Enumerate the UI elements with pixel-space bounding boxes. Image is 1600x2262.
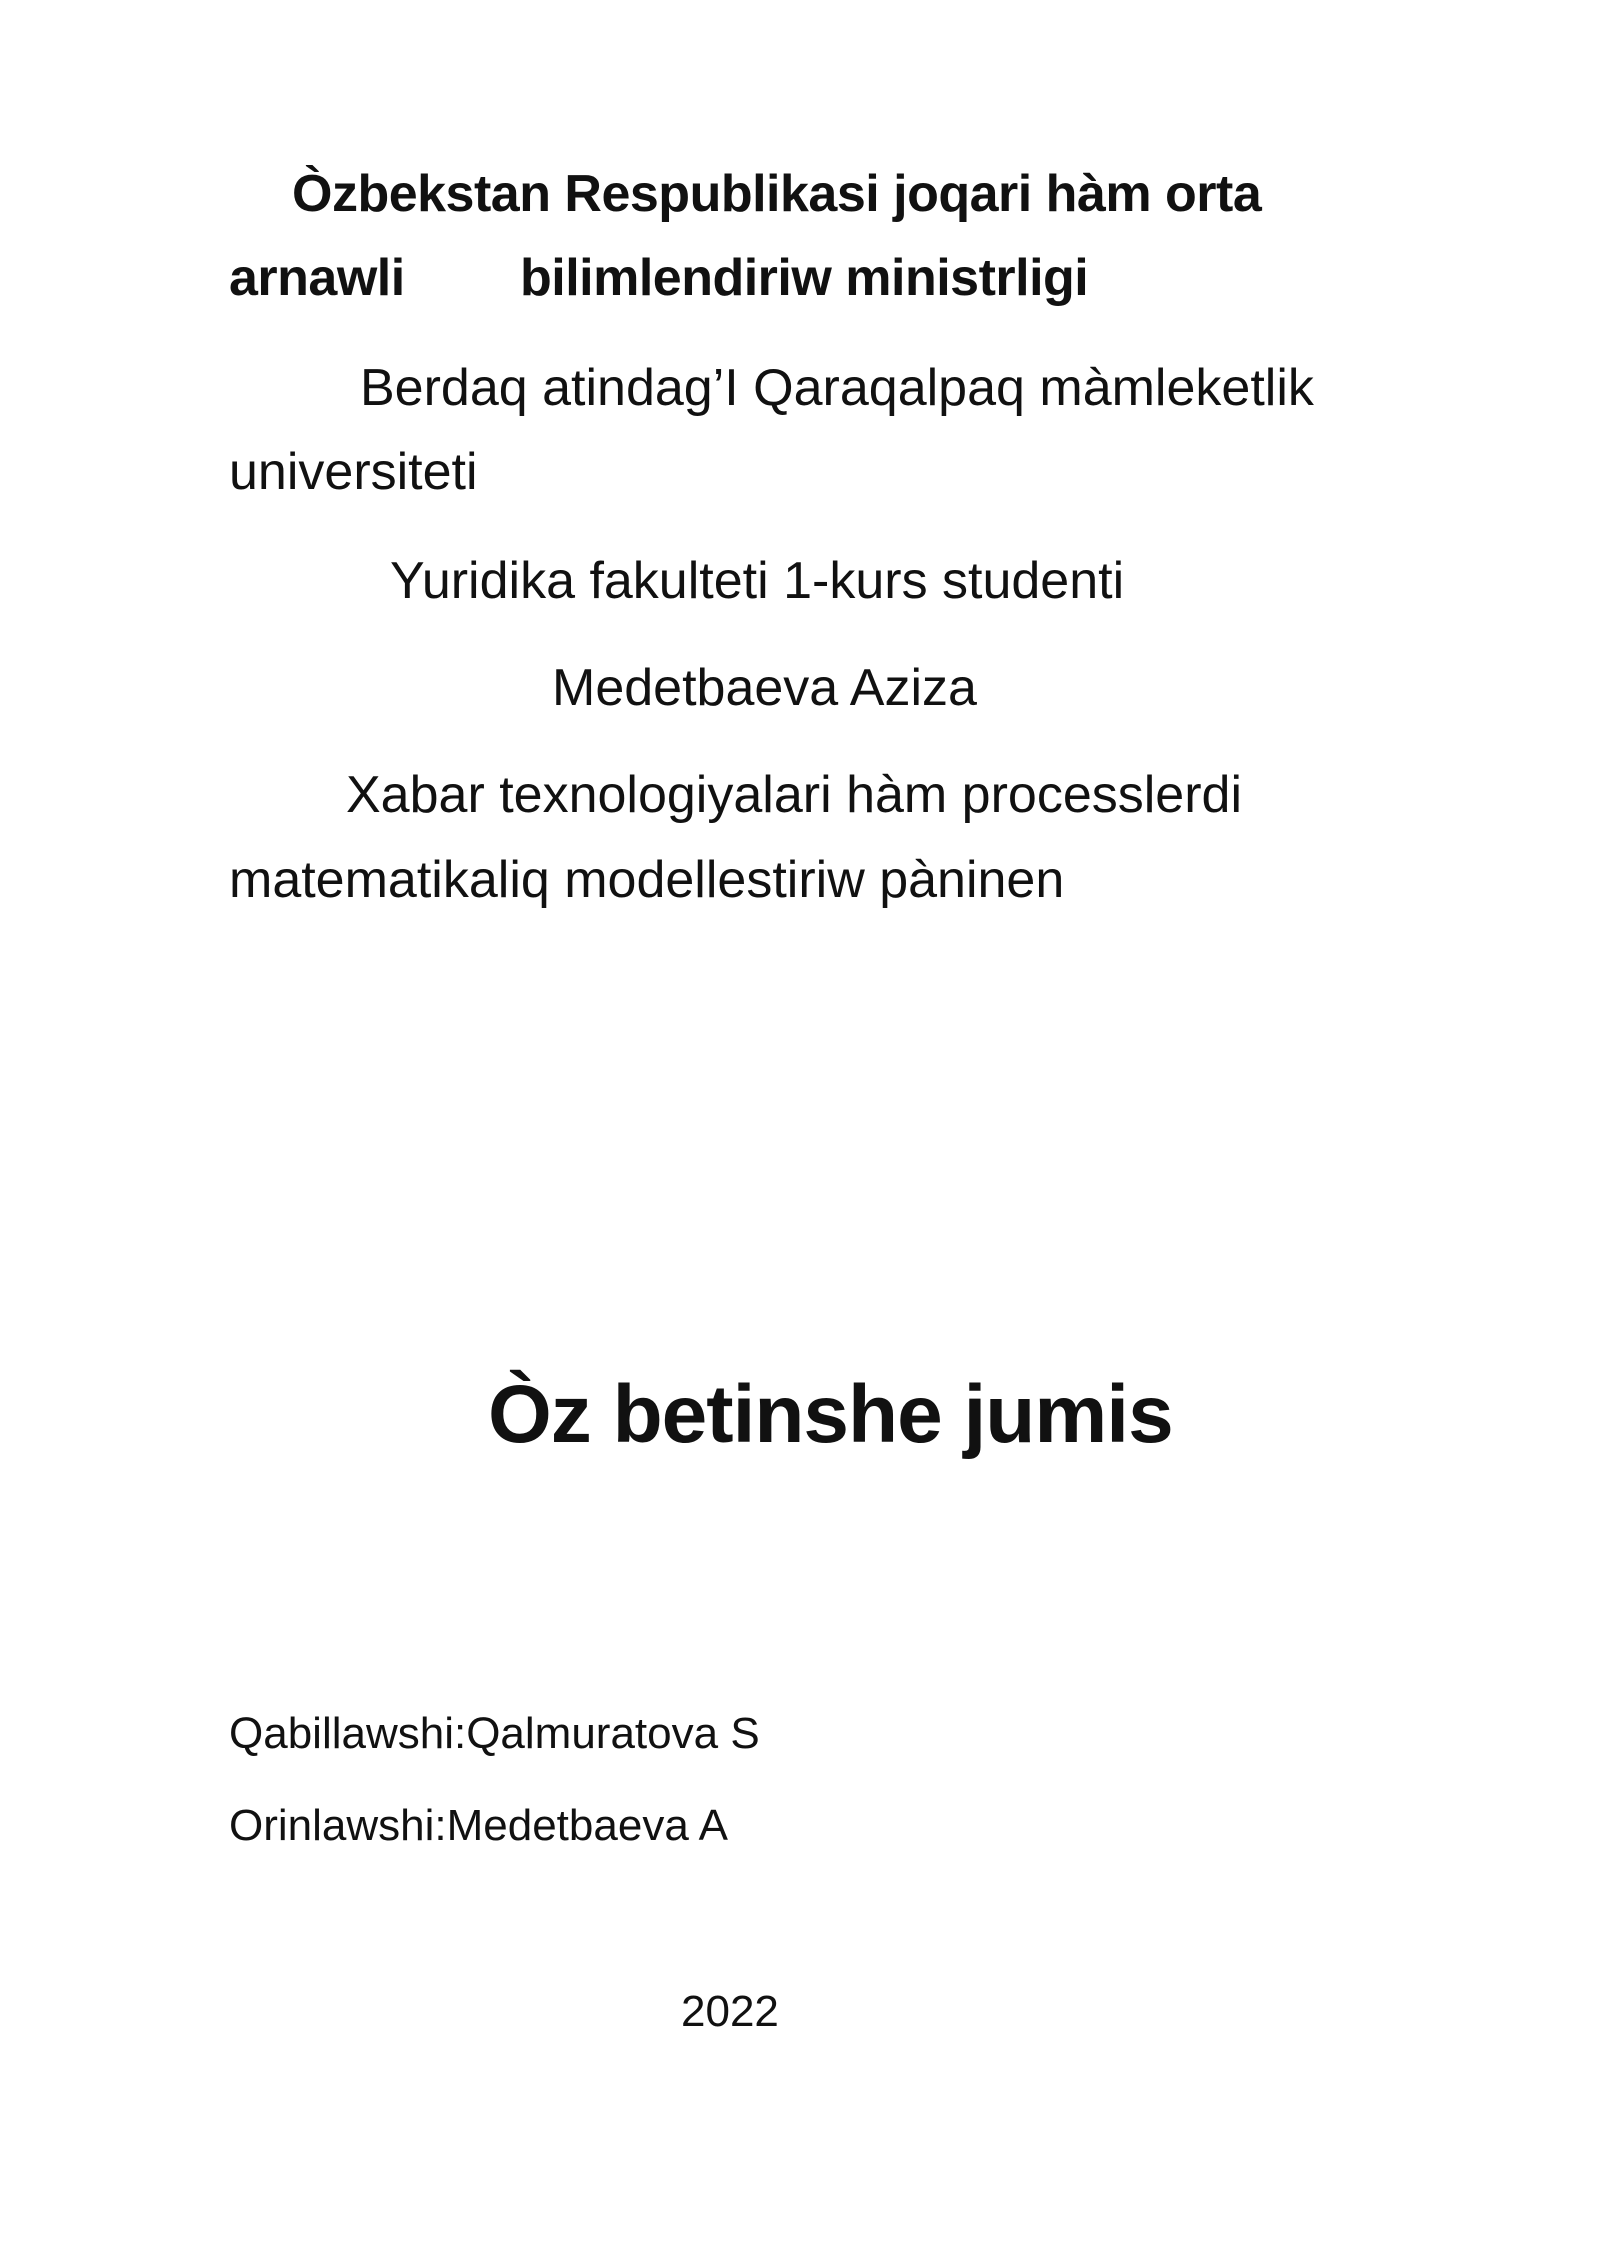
receiver-signature-line: Qabillawshi:Qalmuratova S	[229, 1709, 760, 1758]
ministry-line-2b: bilimlendiriw ministrligi	[520, 249, 1089, 307]
ministry-line-2a: arnawli	[229, 249, 405, 307]
faculty-line: Yuridika fakulteti 1-kurs studenti	[390, 552, 1125, 610]
student-name: Medetbaeva Aziza	[552, 659, 977, 717]
subject-line-1: Xabar texnologiyalari hàm processlerdi	[346, 766, 1243, 824]
document-title: Òz betinshe jumis	[488, 1369, 1173, 1460]
ministry-line-1: Òzbekstan Respublikasi joqari hàm orta	[292, 165, 1262, 223]
document-year: 2022	[681, 1987, 779, 2036]
performer-signature-line: Orinlawshi:Medetbaeva A	[229, 1801, 728, 1850]
university-line-1: Berdaq atindag’I Qaraqalpaq màmleketlik	[360, 359, 1314, 417]
subject-line-2: matematikaliq modellestiriw pàninen	[229, 851, 1065, 909]
university-line-2: universiteti	[229, 443, 478, 501]
